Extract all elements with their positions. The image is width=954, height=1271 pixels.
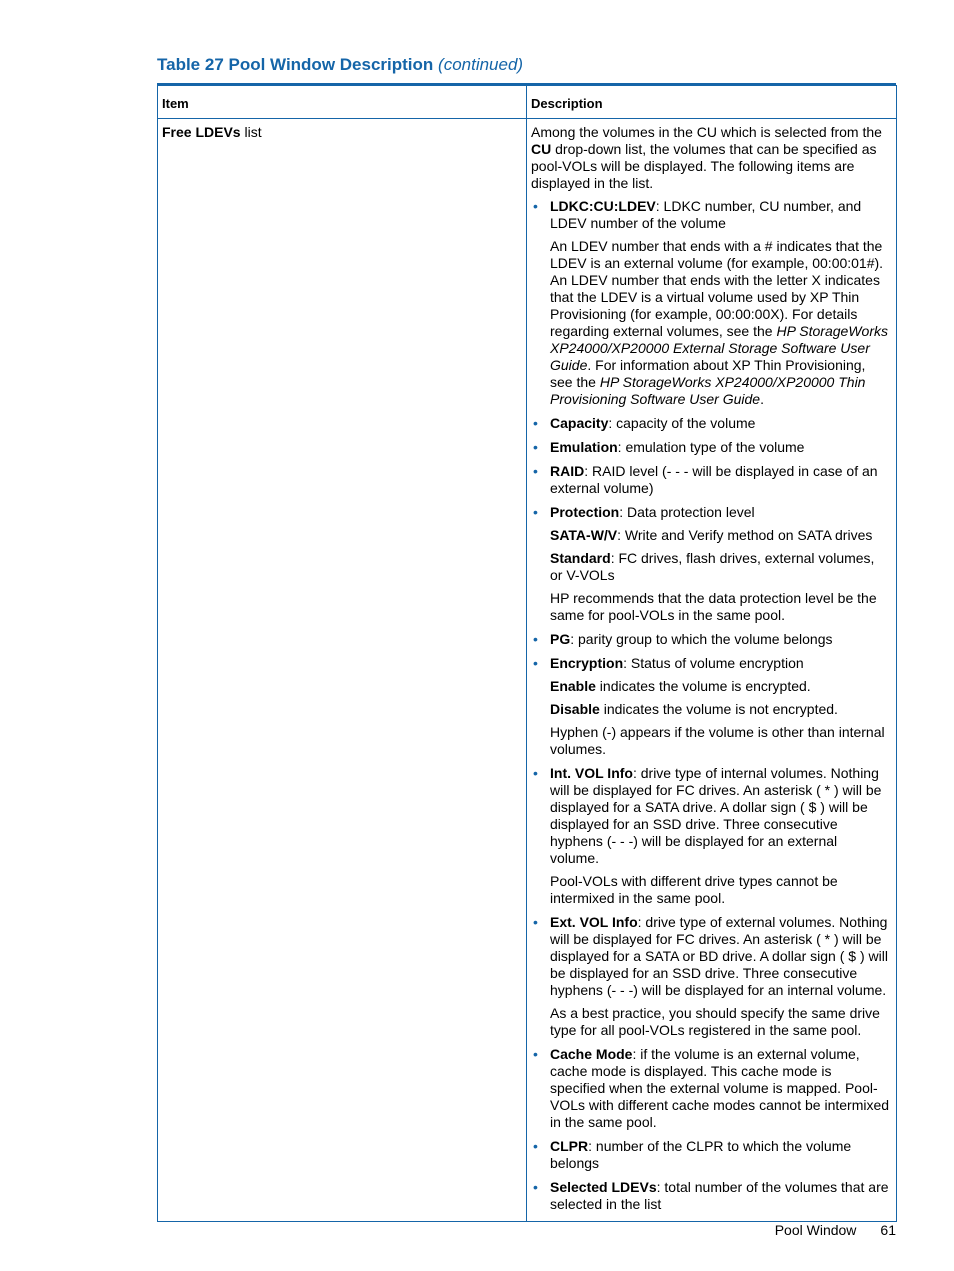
desc-ext-vol-info: : drive type of external volumes. Nothing will be displayed for FC drives. An asterisk ( * ) will be displayed for a SATA or BD drive. A dollar sign ( $ ) will be displayed for an SSD drive. Three consecutive hyphens (- - -) will be displayed for an internal volume. [550,914,888,998]
table-title: Table 27 Pool Window Description [157,55,434,74]
term-protection: Protection [550,504,620,520]
term-int-vol-info: Int. VOL Info [550,765,633,781]
desc-emulation: : emulation type of the volume [617,439,805,455]
ldkc-note-text-3: . [760,391,764,407]
list-item-ext-vol-info [531,914,890,1039]
desc-raid: : RAID level (- - - will be displayed in case of an external volume) [550,463,878,496]
ldkc-note-text-1: An LDEV number that ends with a # indicates that the LDEV is an external volume (for example, 00:00:01#). An LDEV number that ends with the letter X indicates that the LDEV is a virtual volume used by XP Thin Provisioning (for example, 00:00:00X). For details regarding external volumes, see the [550,238,884,339]
desc-standard: : FC drives, flash drives, external volumes, or V-VOLs [550,550,875,583]
intro-text-2: drop-down list, the volumes that can be specified as pool-VOLs will be displayed. The following items are displayed in the list. [531,141,877,191]
desc-capacity: : capacity of the volume [608,415,756,431]
term-selected-ldevs: Selected LDEVs [550,1179,657,1195]
desc-enable: indicates the volume is encrypted. [595,678,811,694]
desc-sata-wv: : Write and Verify method on SATA drives [617,527,873,543]
table-header-row [158,86,897,119]
term-encryption: Encryption [550,655,624,671]
intro-text: Among the volumes in the CU which is selected from the [531,124,882,140]
ldkc-note-text-2: . For information about XP Thin Provisioning, see the [550,357,866,390]
list-item-pg [531,631,890,648]
list-item-encryption [531,655,890,758]
item-name: Free LDEVs [162,124,241,140]
term-raid: RAID [550,463,585,479]
term-ext-vol-info: Ext. VOL Info [550,914,638,930]
page-number: 61 [880,1222,896,1238]
encryption-note: Hyphen (-) appears if the volume is other than internal volumes. [550,724,885,757]
desc-disable: indicates the volume is not encrypted. [599,701,838,717]
list-item-ldkc [531,198,890,408]
footer-section-title: Pool Window [774,1222,857,1238]
bullet-icon: • [533,463,538,479]
bullet-icon: • [533,415,538,431]
bullet-icon: • [533,765,538,781]
bullet-icon: • [533,655,538,671]
term-capacity: Capacity [550,415,609,431]
bullet-icon: • [533,504,538,520]
desc-pg: : parity group to which the volume belongs [570,631,833,647]
bullet-icon: • [533,1138,538,1154]
bullet-icon: • [533,914,538,930]
list-item-capacity [531,415,890,432]
int-vol-note: Pool-VOLs with different drive types cannot be intermixed in the same pool. [550,873,838,906]
desc-protection: : Data protection level [619,504,755,520]
description-cell [527,119,897,1222]
header-description: Description [527,86,897,119]
header-item: Item [158,86,527,119]
list-item-selected-ldevs [531,1179,890,1213]
list-item-cache-mode [531,1046,890,1131]
field-list [531,198,890,1213]
pool-window-table [157,83,896,1222]
list-item-int-vol-info [531,765,890,907]
protection-note: HP recommends that the data protection level be the same for pool-VOLs in the same pool. [550,590,877,623]
term-enable: Enable [550,678,596,694]
bullet-icon: • [533,1046,538,1062]
table-continued-label: (continued) [438,55,524,74]
ext-vol-note: As a best practice, you should specify the same drive type for all pool-VOLs registered in the same pool. [550,1005,880,1038]
term-ldkc: LDKC:CU:LDEV [550,198,656,214]
desc-encryption: : Status of volume encryption [623,655,804,671]
table-row [158,119,897,1222]
term-cache-mode: Cache Mode [550,1046,633,1062]
page-footer [775,1222,896,1238]
desc-int-vol-info: : drive type of internal volumes. Nothing will be displayed for FC drives. An asterisk ( * ) will be displayed for a SATA drive. A dollar sign ( $ ) will be displayed for an SSD drive. Three consecutive hyphens (- - -) will be displayed for an external volume. [550,765,882,866]
item-suffix: list [240,124,262,140]
ldkc-note [550,238,890,408]
list-item-protection [531,504,890,624]
list-item-emulation [531,439,890,456]
desc-cache-mode: : if the volume is an external volume, cache mode is displayed. This cache mode is specified when the external volume is mapped. Pool-VOLs with different cache modes cannot be intermixed in the same pool. [550,1046,890,1130]
term-emulation: Emulation [550,439,618,455]
ldkc-note-ref-2: HP StorageWorks XP24000/XP20000 Thin Provisioning Software User Guide [550,374,866,407]
intro-paragraph [531,124,890,192]
term-sata-wv: SATA-W/V [550,527,618,543]
desc-clpr: : number of the CLPR to which the volume belongs [550,1138,852,1171]
term-clpr: CLPR [550,1138,589,1154]
bullet-icon: • [533,1179,538,1195]
ldkc-note-ref-1: HP StorageWorks XP24000/XP20000 External Storage Software User Guide [550,323,888,373]
table-caption [157,55,523,75]
bullet-icon: • [533,631,538,647]
list-item-clpr [531,1138,890,1172]
bullet-icon: • [533,439,538,455]
bullet-icon: • [533,198,538,214]
item-cell [158,119,527,1222]
desc-ldkc: : LDKC number, CU number, and LDEV number of the volume [550,198,862,231]
term-disable: Disable [550,701,600,717]
term-pg: PG [550,631,571,647]
term-standard: Standard [550,550,611,566]
desc-selected-ldevs: : total number of the volumes that are selected in the list [550,1179,889,1212]
intro-cu-term: CU [531,141,552,157]
list-item-raid [531,463,890,497]
